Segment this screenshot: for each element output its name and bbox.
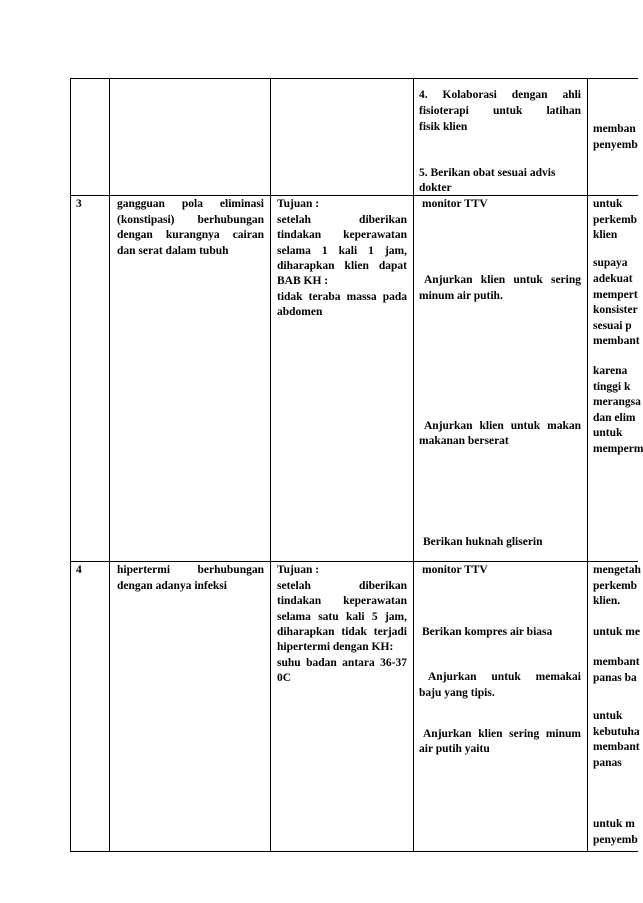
intervention-text: dokter (419, 182, 452, 194)
rationale-text: tinggi k (593, 381, 631, 393)
rationale-text: adekuat (593, 273, 633, 285)
diagnosis-text: gangguan pola eliminasi (117, 198, 264, 210)
rationale-text: penyemb (593, 139, 638, 151)
intervention-text: Berikan kompres air biasa (422, 626, 553, 638)
row-divider-3 (70, 195, 638, 196)
goal-text: tindakan keperawatan (277, 229, 407, 241)
goal-text: 0C (277, 672, 292, 684)
rationale-cell (593, 562, 641, 851)
diagnosis-text: hipertermi berhubungan (117, 564, 264, 576)
intervention-text: makanan berserat (419, 435, 509, 447)
intervention-text: minum air putih. (419, 290, 503, 302)
diagnosis-text: (konstipasi) berhubungan (117, 214, 264, 226)
rationale-text: klien. (593, 595, 621, 607)
row-number: 3 (76, 198, 82, 210)
goal-heading: Tujuan : (277, 198, 320, 210)
intervention-text: 5. Berikan obat sesuai advis (419, 167, 556, 179)
rationale-cell (593, 196, 643, 560)
intervention-text: fisik klien (419, 121, 468, 133)
goal-heading: Tujuan : (277, 564, 320, 576)
row-number: 4 (76, 564, 82, 576)
col-line-3 (270, 78, 271, 852)
intervention-text: Anjurkan klien sering minum (423, 728, 581, 740)
intervention-text: monitor TTV (422, 198, 488, 210)
rationale-text: dan elim (593, 412, 636, 424)
goal-text: setelah diberikan (277, 580, 407, 592)
intervention-text: air putih yaitu (419, 743, 490, 755)
rationale-text: konsister (593, 304, 638, 316)
intervention-text: baju yang tipis. (419, 687, 495, 699)
rationale-text: kebutuha (593, 726, 640, 738)
rationale-text: membant (593, 656, 640, 668)
goal-text: BAB KH : (277, 275, 329, 287)
goal-text: selama satu kali 5 jam, (277, 611, 407, 623)
goal-text: setelah diberikan (277, 214, 407, 226)
table-bottom-border (70, 851, 638, 852)
table-top-border (70, 78, 638, 79)
rationale-text: untuk (593, 427, 623, 439)
rationale-text: untuk (593, 710, 623, 722)
intervention-text: Anjurkan klien untuk sering (424, 274, 581, 286)
diagnosis-text: dan serat dalam tubuh (117, 245, 229, 257)
intervention-text: Berikan huknah gliserin (423, 536, 543, 548)
rationale-text: memban (593, 123, 636, 135)
goal-text: diharapkan tidak terjadi (277, 626, 407, 638)
rationale-text: mempert (593, 289, 638, 301)
intervention-text: Anjurkan klien untuk makan (424, 420, 581, 432)
goal-text: abdomen (277, 306, 323, 318)
rationale-text: membant (593, 335, 640, 347)
col-line-4 (413, 78, 414, 852)
intervention-text: Anjurkan untuk memakai (428, 671, 581, 683)
goal-text: diharapkan klien dapat (277, 260, 407, 272)
rationale-text: panas ba (593, 672, 637, 684)
goal-text: selama 1 kali 1 jam, (277, 245, 407, 257)
col-line-5 (587, 78, 588, 852)
rationale-text: merangsa (593, 396, 641, 408)
col-line-1 (70, 78, 71, 852)
diagnosis-text: dengan adanya infeksi (117, 580, 227, 592)
col-line-2 (109, 78, 110, 852)
rationale-text: penyemb (593, 834, 638, 846)
rationale-text: untuk m (593, 818, 635, 830)
goal-text: tidak teraba massa pada (277, 291, 407, 303)
rationale-text: membant (593, 741, 640, 753)
rationale-text: sesuai p (593, 320, 632, 332)
intervention-text: fisioterapi untuk latihan (419, 105, 581, 117)
rationale-text: klien (593, 229, 618, 241)
rationale-text: untuk (593, 198, 623, 210)
rationale-text: karena (593, 365, 628, 377)
intervention-text: 4. Kolaborasi dengan ahli (419, 89, 581, 101)
rationale-cell (593, 80, 638, 194)
intervention-text: monitor TTV (422, 564, 488, 576)
row-divider-4 (70, 561, 638, 562)
goal-text: suhu badan antara 36-37 (277, 657, 407, 669)
diagnosis-text: dengan kurangnya cairan (117, 229, 264, 241)
rationale-text: untuk me (593, 626, 640, 638)
rationale-text: perkemb (593, 214, 638, 226)
rationale-text: panas (593, 757, 622, 769)
goal-text: tindakan keperawatan (277, 595, 407, 607)
rationale-text: supaya (593, 257, 628, 269)
rationale-text: mengetah (593, 564, 641, 576)
goal-text: hipertermi dengan KH: (277, 641, 394, 653)
rationale-text: perkemb (593, 580, 638, 592)
rationale-text: memperm (593, 443, 643, 455)
